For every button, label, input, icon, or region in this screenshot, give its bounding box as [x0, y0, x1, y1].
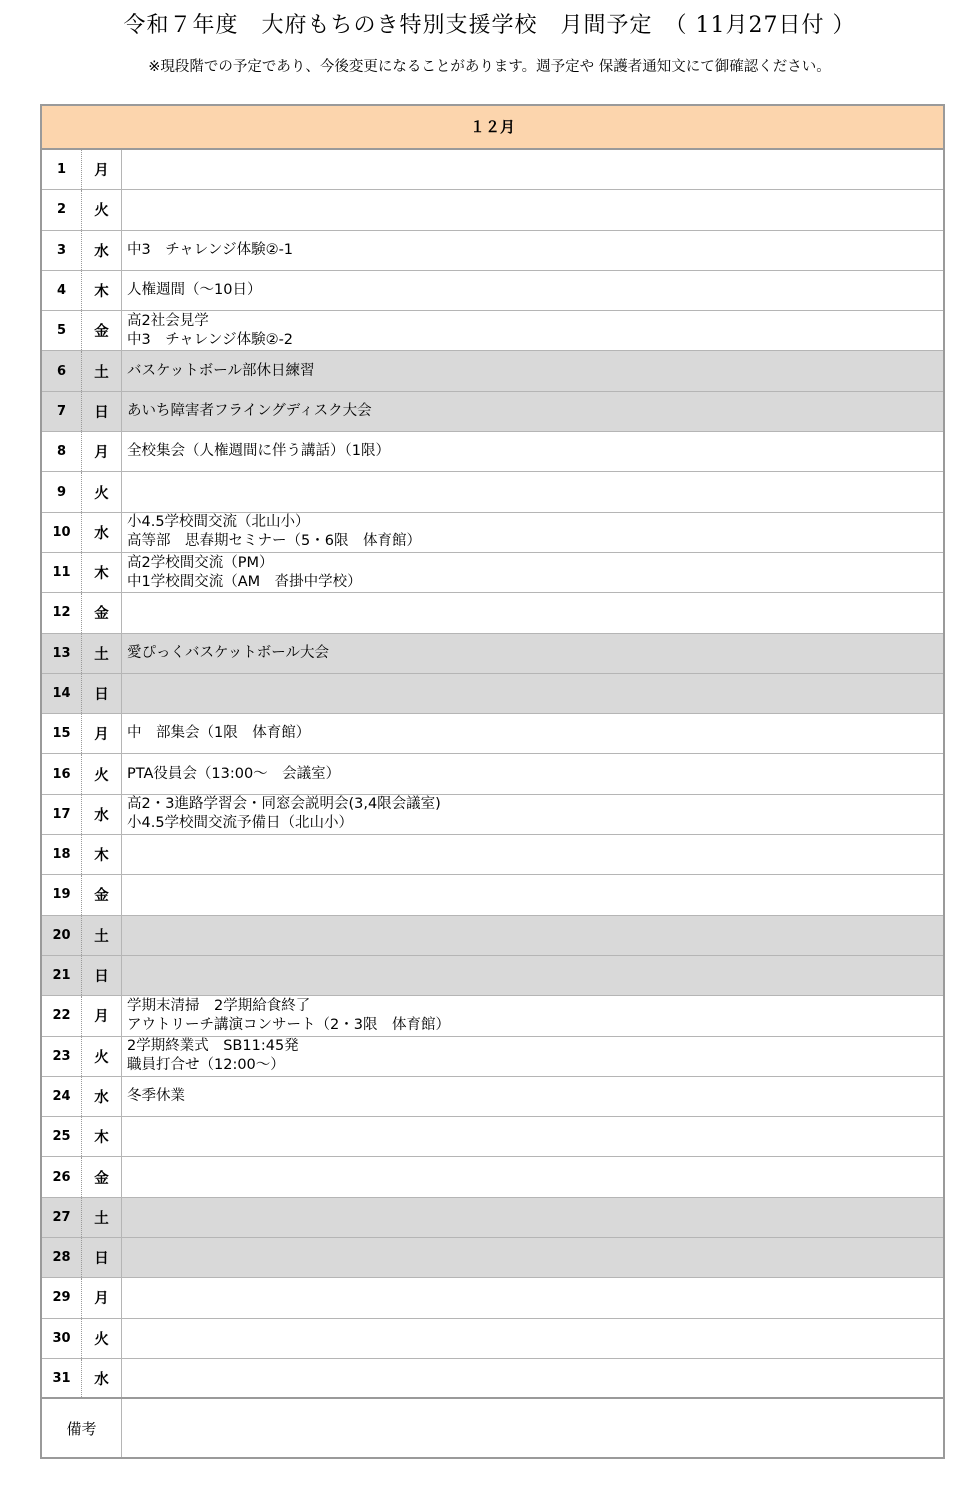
weekday: 水: [82, 795, 122, 834]
day-number: 22: [42, 996, 82, 1035]
weekday: 水: [82, 1359, 122, 1397]
day-number: 2: [42, 190, 82, 229]
event-line: 2学期終業式 SB11:45発: [127, 1038, 299, 1055]
day-events: [122, 1359, 943, 1397]
day-number: 18: [42, 835, 82, 874]
event-line: 高2学校間交流（PM）: [127, 554, 274, 571]
weekday: 土: [82, 1198, 122, 1237]
day-events: [122, 1278, 943, 1317]
weekday: 月: [82, 432, 122, 471]
day-events: [122, 472, 943, 511]
weekday: 火: [82, 472, 122, 511]
day-row: [42, 916, 943, 956]
weekday: 火: [82, 1037, 122, 1076]
day-row: [42, 1359, 943, 1399]
remarks-label: 備考: [42, 1399, 122, 1457]
day-events: [122, 996, 943, 1035]
day-events: [122, 190, 943, 229]
event-line: 職員打合せ（12:00～）: [127, 1057, 285, 1074]
weekday: 月: [82, 996, 122, 1035]
day-events: [122, 231, 943, 270]
day-number: 29: [42, 1278, 82, 1317]
event-line: 高等部 思春期セミナー（5・6限 体育館）: [127, 533, 421, 550]
day-events: [122, 634, 943, 673]
day-events: [122, 432, 943, 471]
day-events: [122, 1319, 943, 1358]
day-number: 28: [42, 1238, 82, 1277]
event-line: アウトリーチ講演コンサート（2・3限 体育館）: [127, 1016, 450, 1033]
event-line: 小4.5学校間交流予備日（北山小）: [127, 815, 354, 832]
day-number: 14: [42, 674, 82, 713]
day-row: [42, 795, 943, 835]
day-events: [122, 1198, 943, 1237]
day-events: [122, 754, 943, 793]
day-row: [42, 593, 943, 633]
day-row: [42, 190, 943, 230]
day-number: 31: [42, 1359, 82, 1397]
event-line: バスケットボール部休日練習: [127, 362, 315, 379]
day-number: 27: [42, 1198, 82, 1237]
day-number: 6: [42, 351, 82, 390]
day-row: [42, 513, 943, 553]
day-row: [42, 634, 943, 674]
event-line: 中 部集会（1限 体育館）: [127, 725, 311, 742]
day-row: [42, 553, 943, 593]
day-events: [122, 875, 943, 914]
day-row: [42, 714, 943, 754]
remarks-value: [122, 1399, 943, 1457]
month-header: １２月: [42, 106, 943, 150]
day-number: 17: [42, 795, 82, 834]
event-line: 中3 チャレンジ体験②-1: [127, 241, 294, 258]
day-events: [122, 835, 943, 874]
day-number: 15: [42, 714, 82, 753]
day-row: [42, 432, 943, 472]
day-row: [42, 875, 943, 915]
day-events: [122, 392, 943, 431]
weekday: 土: [82, 351, 122, 390]
day-events: [122, 593, 943, 632]
day-events: [122, 513, 943, 552]
weekday: 金: [82, 593, 122, 632]
day-row: [42, 754, 943, 794]
event-line: あいち障害者フライングディスク大会: [127, 402, 372, 419]
day-row: [42, 1037, 943, 1077]
day-number: 9: [42, 472, 82, 511]
day-number: 1: [42, 150, 82, 189]
day-events: [122, 916, 943, 955]
event-line: 小4.5学校間交流（北山小）: [127, 514, 310, 531]
day-number: 13: [42, 634, 82, 673]
weekday: 木: [82, 835, 122, 874]
day-number: 24: [42, 1077, 82, 1116]
weekday: 水: [82, 513, 122, 552]
day-events: [122, 1077, 943, 1116]
day-number: 11: [42, 553, 82, 592]
day-number: 20: [42, 916, 82, 955]
day-number: 8: [42, 432, 82, 471]
weekday: 日: [82, 1238, 122, 1277]
day-events: [122, 1238, 943, 1277]
event-line: 全校集会（人権週間に伴う講話）（1限）: [127, 443, 390, 460]
day-number: 26: [42, 1157, 82, 1196]
day-row: [42, 311, 943, 351]
weekday: 火: [82, 190, 122, 229]
day-row: [42, 1117, 943, 1157]
day-row: [42, 271, 943, 311]
day-events: [122, 1037, 943, 1076]
weekday: 火: [82, 1319, 122, 1358]
day-row: [42, 1278, 943, 1318]
weekday: 火: [82, 754, 122, 793]
day-events: [122, 714, 943, 753]
event-line: 高2社会見学: [127, 312, 209, 329]
event-line: 高2・3進路学習会・同窓会説明会(3,4限会議室): [127, 796, 441, 813]
day-number: 3: [42, 231, 82, 270]
disclaimer-note: ※現段階での予定であり、今後変更になることがあります。週予定や 保護者通知文にて御確認ください。: [148, 59, 831, 75]
day-events: [122, 674, 943, 713]
schedule-table: [40, 104, 945, 1459]
day-row: [42, 1238, 943, 1278]
day-events: [122, 956, 943, 995]
weekday: 月: [82, 150, 122, 189]
day-row: [42, 392, 943, 432]
event-line: 人権週間（～10日）: [127, 282, 262, 299]
day-number: 10: [42, 513, 82, 552]
day-events: [122, 311, 943, 350]
day-row: [42, 231, 943, 271]
day-row: [42, 1077, 943, 1117]
day-row: [42, 1198, 943, 1238]
weekday: 日: [82, 956, 122, 995]
event-line: PTA役員会（13:00～ 会議室）: [127, 765, 341, 782]
day-number: 12: [42, 593, 82, 632]
weekday: 水: [82, 1077, 122, 1116]
weekday: 土: [82, 634, 122, 673]
day-rows: [42, 150, 943, 1399]
event-line: 冬季休業: [127, 1087, 185, 1104]
weekday: 木: [82, 271, 122, 310]
day-row: [42, 674, 943, 714]
event-line: 中1学校間交流（AM 沓掛中学校）: [127, 573, 362, 590]
weekday: 月: [82, 714, 122, 753]
day-number: 25: [42, 1117, 82, 1156]
day-number: 19: [42, 875, 82, 914]
weekday: 木: [82, 553, 122, 592]
day-number: 7: [42, 392, 82, 431]
weekday: 金: [82, 1157, 122, 1196]
page-title: 令和７年度 大府もちのき特別支援学校 月間予定 （ 11月27日付 ）: [123, 13, 856, 38]
day-events: [122, 271, 943, 310]
day-events: [122, 1117, 943, 1156]
weekday: 土: [82, 916, 122, 955]
day-row: [42, 472, 943, 512]
weekday: 日: [82, 392, 122, 431]
day-row: [42, 351, 943, 391]
day-events: [122, 795, 943, 834]
event-line: 学期末清掃 2学期給食終了: [127, 997, 311, 1014]
day-number: 5: [42, 311, 82, 350]
day-number: 23: [42, 1037, 82, 1076]
weekday: 月: [82, 1278, 122, 1317]
day-events: [122, 150, 943, 189]
weekday: 木: [82, 1117, 122, 1156]
weekday: 水: [82, 231, 122, 270]
day-number: 21: [42, 956, 82, 995]
day-row: [42, 996, 943, 1036]
day-number: 16: [42, 754, 82, 793]
weekday: 金: [82, 875, 122, 914]
day-row: [42, 150, 943, 190]
remarks-row: [42, 1399, 943, 1457]
day-events: [122, 351, 943, 390]
day-events: [122, 1157, 943, 1196]
weekday: 日: [82, 674, 122, 713]
day-events: [122, 553, 943, 592]
event-line: 愛ぴっくバスケットボール大会: [127, 644, 329, 661]
day-number: 4: [42, 271, 82, 310]
day-number: 30: [42, 1319, 82, 1358]
day-row: [42, 835, 943, 875]
day-row: [42, 956, 943, 996]
weekday: 金: [82, 311, 122, 350]
day-row: [42, 1157, 943, 1197]
event-line: 中3 チャレンジ体験②-2: [127, 331, 294, 348]
day-row: [42, 1319, 943, 1359]
